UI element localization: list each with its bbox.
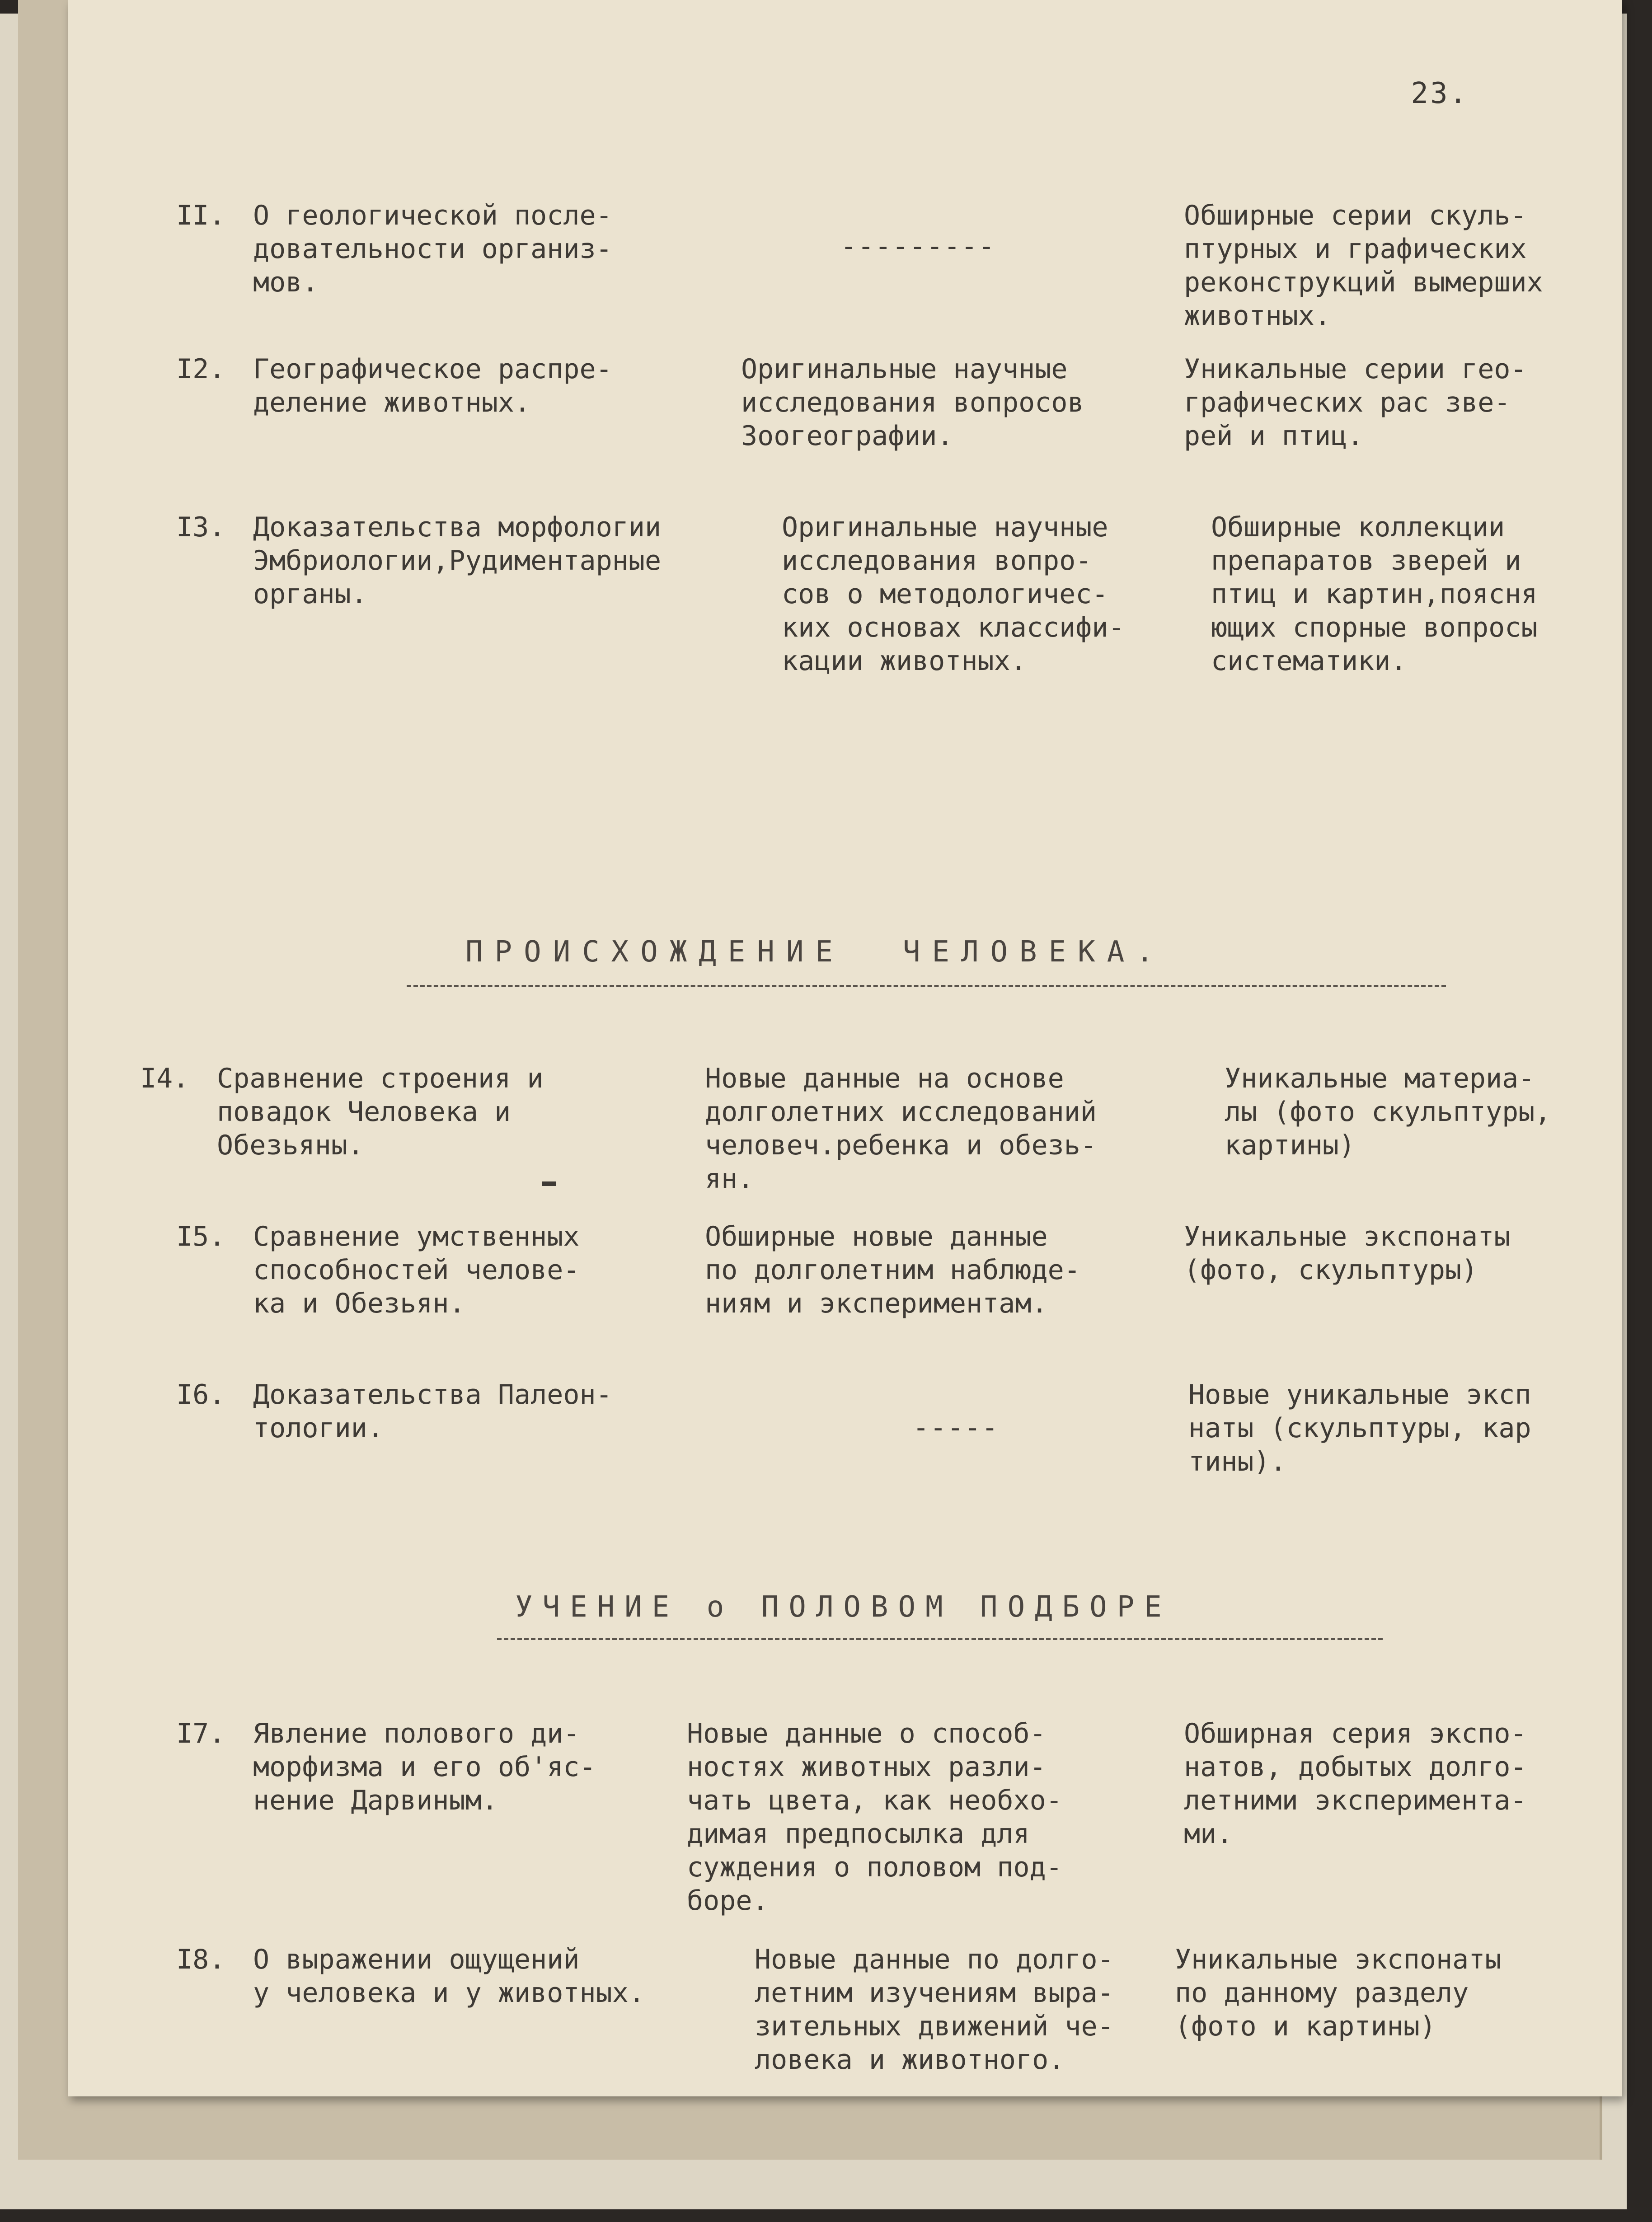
entry-number: I4. bbox=[140, 1063, 189, 1094]
entry-topic: Доказательства Палеон- тологии. bbox=[253, 1379, 612, 1444]
heading-underline bbox=[407, 985, 1446, 987]
entry-research: Новые данные по долго- летним изучениям выра- зительных движений че- ловека и животного. bbox=[755, 1944, 1114, 2076]
entry-topic: О выражении ощущений у человека и у животных. bbox=[253, 1944, 645, 2009]
entry-topic: Сравнение строения и повадок Человека и Обезьяны. bbox=[217, 1063, 544, 1161]
entry-exhibits: Уникальные экспонаты (фото, скульптуры) bbox=[1184, 1221, 1511, 1286]
entry-research: Новые данные о способ- ностях животных разли- чать цвета, как необхо- димая предпосылка для суждения о половом под- боре. bbox=[687, 1718, 1062, 1917]
entry-exhibits: Новые уникальные эксп наты (скульптуры, кар тины). bbox=[1188, 1379, 1531, 1477]
entry-number: II. bbox=[176, 200, 225, 231]
entry-research: Обширные новые данные по долголетним наблюде- ниям и экспериментам. bbox=[705, 1221, 1080, 1319]
entry-topic: Явление полового ди- морфизма и его об'яс- нение Дарвиным. bbox=[253, 1718, 596, 1816]
entry-number: I5. bbox=[176, 1221, 225, 1252]
entry-exhibits: Обширные коллекции препаратов зверей и птиц и картин,поясня ющих спорные вопросы систематики. bbox=[1211, 511, 1538, 677]
entry-number: I7. bbox=[176, 1718, 225, 1749]
entry-exhibits: Уникальные материа- лы (фото скульптуры, картины) bbox=[1225, 1063, 1551, 1161]
entry-number: I6. bbox=[176, 1379, 225, 1411]
entry-research: Оригинальные научные исследования вопро- сов о методологичес- ких основах классифи- кации животных. bbox=[782, 511, 1125, 677]
entry-research: Новые данные на основе долголетних исследований человеч.ребенка и обезь- ян. bbox=[705, 1063, 1097, 1195]
entry-number: I8. bbox=[176, 1944, 225, 1975]
entry-exhibits: Обширные серии скуль- птурных и графических реконструкций вымерших животных. bbox=[1184, 200, 1543, 332]
entry-topic: Сравнение умственных способностей челове- ка и Обезьян. bbox=[253, 1221, 580, 1319]
section-heading-sexual-selection: УЧЕНИЕ о ПОЛОВОМ ПОДБОРЕ bbox=[515, 1590, 1172, 1624]
entry-exhibits: Обширная серия экспо- натов, добытых долго- летними эксперимента- ми. bbox=[1184, 1718, 1527, 1850]
typewriter-mark bbox=[542, 1181, 556, 1186]
section-heading-origin-of-man: ПРОИСХОЖДЕНИЕ ЧЕЛОВЕКА. bbox=[465, 935, 1165, 969]
entry-16-research-dash: ----- bbox=[913, 1412, 999, 1444]
entry-topic: Доказательства морфологии Эмбриологии,Рудиментарные органы. bbox=[253, 511, 662, 610]
typed-page bbox=[68, 0, 1622, 2096]
page-number: 23. bbox=[1411, 77, 1469, 110]
entry-topic: Географическое распре- деление животных. bbox=[253, 353, 612, 418]
entry-number: I3. bbox=[176, 511, 225, 543]
entry-exhibits: Уникальные серии гео- графических рас зве- рей и птиц. bbox=[1184, 353, 1527, 452]
entry-11-research-dash: --------- bbox=[840, 230, 996, 262]
entry-exhibits: Уникальные экспонаты по данному разделу (фото и картины) bbox=[1175, 1944, 1502, 2042]
entry-research: Оригинальные научные исследования вопросов Зоогеографии. bbox=[741, 353, 1084, 452]
entry-topic: О геологической после- довательности организ- мов. bbox=[253, 200, 612, 298]
entry-number: I2. bbox=[176, 353, 225, 385]
heading-underline bbox=[497, 1638, 1383, 1640]
